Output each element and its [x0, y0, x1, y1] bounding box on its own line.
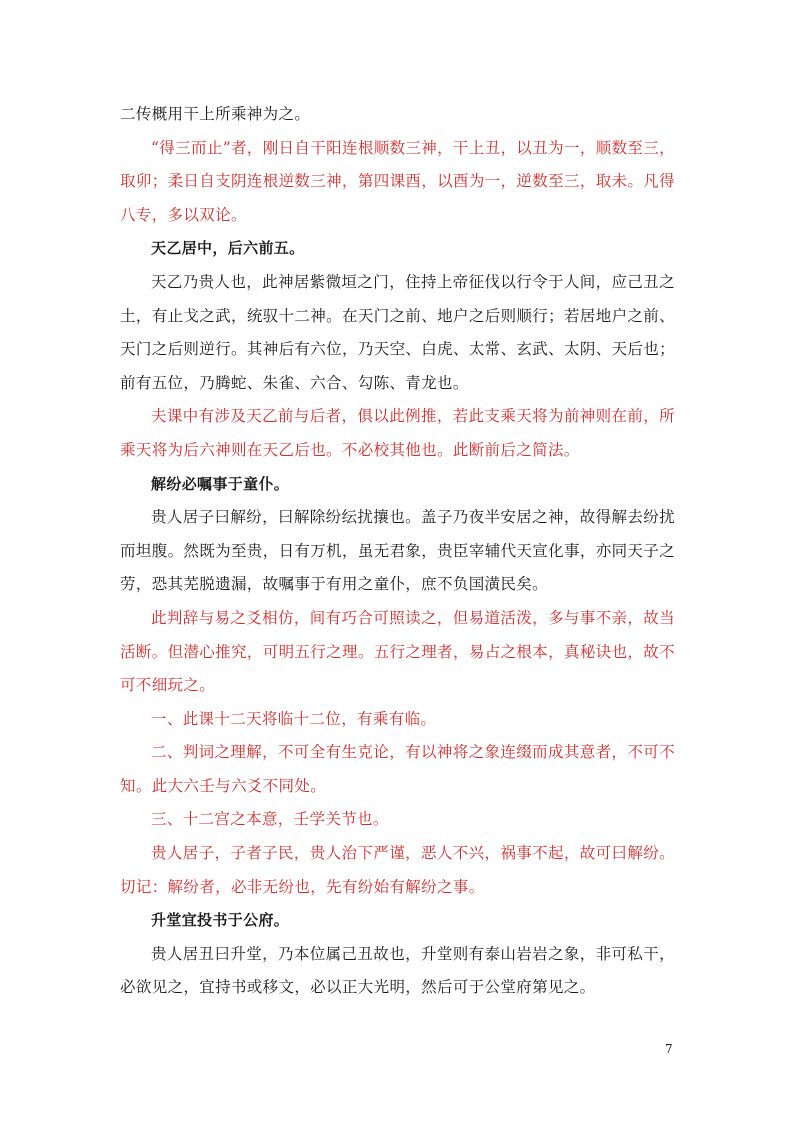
- annotation-list-item: 一、此课十二天将临十二位，有乘有临。: [151, 709, 437, 728]
- section-heading: 升堂宜投书于公府。: [151, 911, 290, 930]
- annotation-paragraph: 贵人居子，子者子民，贵人治下严谨，恶人不兴，祸事不起，故可曰解纷。切记：解纷者，必非无纷也，先有纷始有解纷之事。: [120, 844, 675, 896]
- section-heading: 天乙居中，后六前五。: [151, 239, 305, 258]
- section-heading: 解纷必嘱事于童仆。: [151, 474, 290, 493]
- annotation-paragraph: “得三而止”者，刚日自干阳连根顺数三神，干上丑，以丑为一，顺数至三，取卯；柔日自支阴连根逆数三神，第四课酉，以酉为一，逆数至三，取未。凡得八专，多以双论。: [120, 138, 675, 224]
- annotation-paragraph: 夫课中有涉及天乙前与后者，俱以此例推，若此支乘天将为前神则在前，所乘天将为后六神则在天乙后也。不必校其他也。此断前后之简法。: [120, 407, 675, 459]
- annotation-list-item: 二、判词之理解，不可全有生克论，有以神将之象连缀而成其意者，不可不知。此大六壬与六爻不同处。: [120, 743, 675, 795]
- body-paragraph: 贵人居丑曰升堂，乃本位属己丑故也，升堂则有泰山岩岩之象，非可私干，必欲见之，宜持书或移文，必以正大光明，然后可于公堂府第见之。: [120, 944, 675, 997]
- body-paragraph: 天乙乃贵人也，此神居紫微垣之门，住持上帝征伐以行令于人间，应己丑之土，有止戈之武，统驭十二神。在天门之前、地户之后则顺行；若居地户之前、天门之后则逆行。其神后有六位，乃天空、白虎、太常、玄武、太阴、天后也；前有五位，乃腾蛇、朱雀、六合、勾陈、青龙也。: [120, 272, 675, 392]
- body-paragraph: 贵人居子曰解纷，曰解除纷纭扰攘也。盖子乃夜半安居之神，故得解去纷扰而坦腹。然既为至贵，日有万机，虽无君象，贵臣宰辅代天宣化事，亦同天子之劳，恐其芜脱遗漏，故嘱事于有用之童仆，庶不负国潢民矣。: [120, 508, 675, 594]
- page-number: 7: [665, 1042, 673, 1056]
- paragraph-1: 二传概用干上所乘神为之。: [120, 105, 311, 123]
- document-body: [120, 98, 675, 1005]
- annotation-list-item: 三、十二宫之本意，壬学关节也。: [151, 810, 389, 829]
- annotation-paragraph: 此判辞与易之爻相仿，间有巧合可照读之，但易道活泼，多与事不亲，故当活断。但潜心推究，可明五行之理。五行之理者，易占之根本，真秘诀也，故不可不细玩之。: [120, 608, 675, 695]
